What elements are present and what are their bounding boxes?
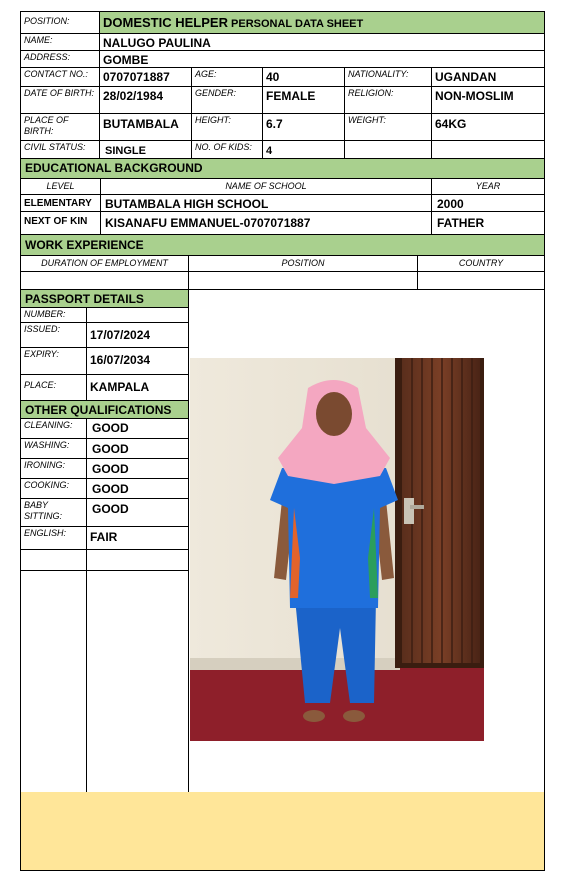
work-row-cell (417, 271, 545, 290)
religion-label: RELIGION: (344, 86, 432, 114)
work-col-position: POSITION (188, 255, 418, 272)
passport-issued-label: ISSUED: (20, 322, 87, 348)
education-col-school: NAME OF SCHOOL (100, 178, 432, 195)
weight-value: 64KG (431, 113, 545, 141)
kids-label: NO. OF KIDS: (191, 140, 263, 159)
page-title (99, 11, 545, 34)
qualification-label: COOKING: (20, 478, 87, 499)
qualification-label: ENGLISH: (20, 526, 87, 550)
passport-issued-value: 17/07/2024 (86, 322, 189, 348)
qualification-label: IRONING: (20, 458, 87, 479)
gender-label: GENDER: (191, 86, 263, 114)
work-heading: WORK EXPERIENCE (20, 234, 545, 256)
gender-value: FEMALE (262, 86, 345, 114)
footer-band (21, 792, 544, 870)
qualification-value: GOOD (86, 478, 189, 499)
qualification-value: GOOD (86, 418, 189, 439)
weight-label: WEIGHT: (344, 113, 432, 141)
work-row-cell (20, 271, 189, 290)
height-value: 6.7 (262, 113, 345, 141)
address-value: GOMBE (99, 50, 545, 68)
qualification-label: BABY SITTING: (20, 498, 87, 527)
work-row-cell (188, 271, 418, 290)
passport-place-value: KAMPALA (86, 374, 189, 401)
dob-value: 28/02/1984 (99, 86, 192, 114)
work-col-country: COUNTRY (417, 255, 545, 272)
contact-value: 0707071887 (99, 67, 192, 87)
education-heading: EDUCATIONAL BACKGROUND (20, 158, 545, 179)
empty-cell (20, 549, 87, 571)
qualification-label: WASHING: (20, 438, 87, 459)
civil-label: CIVIL STATUS: (20, 140, 100, 159)
qualifications-heading: OTHER QUALIFICATIONS (20, 400, 189, 419)
education-col-year: YEAR (431, 178, 545, 195)
qualification-label: CLEANING: (20, 418, 87, 439)
name-value: NALUGO PAULINA (99, 33, 545, 51)
address-label: ADDRESS: (20, 50, 100, 68)
qualification-value: GOOD (86, 498, 189, 527)
empty-cell (431, 140, 545, 159)
passport-expiry-label: EXPIRY: (20, 347, 87, 375)
qualification-value: GOOD (86, 438, 189, 459)
education-col-level: LEVEL (20, 178, 101, 195)
passport-number-value (86, 307, 189, 323)
title-main: DOMESTIC HELPER (103, 15, 228, 30)
civil-value: SINGLE (99, 140, 192, 159)
qualification-value: FAIR (86, 526, 189, 550)
nationality-value: UGANDAN (431, 67, 545, 87)
name-label: NAME: (20, 33, 100, 51)
title-rest: PERSONAL DATA SHEET (227, 18, 364, 30)
candidate-photo (190, 358, 484, 741)
kids-value: 4 (262, 140, 345, 159)
religion-value: NON-MOSLIM (431, 86, 545, 114)
empty-cell (344, 140, 432, 159)
passport-place-label: PLACE: (20, 374, 87, 401)
nationality-label: NATIONALITY: (344, 67, 432, 87)
passport-heading: PASSPORT DETAILS (20, 289, 189, 308)
next-of-kin-label: NEXT OF KIN (20, 211, 101, 235)
pob-value: BUTAMBALA (99, 113, 192, 141)
position-label: POSITION: (20, 11, 100, 34)
education-school: BUTAMBALA HIGH SCHOOL (100, 194, 432, 212)
age-value: 40 (262, 67, 345, 87)
height-label: HEIGHT: (191, 113, 263, 141)
next-of-kin-value: KISANAFU EMMANUEL-0707071887 (100, 211, 432, 235)
dob-label: DATE OF BIRTH: (20, 86, 100, 114)
education-year: 2000 (431, 194, 545, 212)
qualification-value: GOOD (86, 458, 189, 479)
empty-cell (86, 549, 189, 571)
contact-label: CONTACT NO.: (20, 67, 100, 87)
age-label: AGE: (191, 67, 263, 87)
column-divider (86, 570, 87, 792)
education-level: ELEMENTARY (20, 194, 101, 212)
work-col-duration: DURATION OF EMPLOYMENT (20, 255, 189, 272)
passport-number-label: NUMBER: (20, 307, 87, 323)
pob-label: PLACE OF BIRTH: (20, 113, 100, 141)
next-of-kin-relation: FATHER (431, 211, 545, 235)
passport-expiry-value: 16/07/2034 (86, 347, 189, 375)
